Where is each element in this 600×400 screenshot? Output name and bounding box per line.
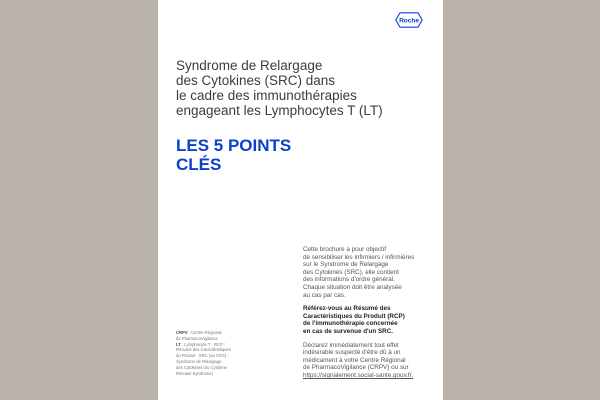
abbreviation-line: de PharmacoVigilance — [176, 335, 218, 341]
rcp-line: de l'immunothérapie concernée — [303, 320, 398, 328]
key-title-line: LES 5 POINTS — [176, 136, 292, 155]
headline-line: engageant les Lymphocytes T (LT) — [176, 103, 383, 118]
key-title-line: CLÉS — [176, 155, 222, 174]
intro-line: Cette brochure a pour objectif — [303, 246, 386, 253]
abbreviations-note — [176, 330, 266, 376]
headline-line: Syndrome de Relargage — [176, 58, 323, 73]
abbreviation-term: CRPV — [176, 330, 188, 335]
declare-line: Déclarez immédiatement tout effet — [303, 341, 399, 349]
intro-line: sur le Syndrome de Relargage — [303, 261, 389, 269]
roche-logo-text: Roche — [399, 17, 419, 25]
intro-line: de sensibiliser les infirmiers / infirmières — [303, 253, 415, 261]
brochure-page — [158, 0, 443, 400]
declare-line: médicament à votre Centre Régional — [303, 356, 406, 364]
abbreviation-definition: : Lymphocyte T · RCP : — [181, 341, 226, 347]
abbreviation-line: du Produit · SRC (ou CRS) : — [176, 353, 229, 359]
rcp-line: en cas de survenue d'un SRC. — [303, 327, 394, 335]
key-points-title — [176, 136, 291, 174]
abbreviation-line: Résumé des Caractéristiques — [176, 347, 231, 353]
intro-line: des informations d'ordre général. — [303, 276, 395, 284]
abbreviation-line: des Cytokines (ou Cytokine — [176, 364, 227, 370]
rcp-paragraph — [303, 305, 431, 335]
signalement-link[interactable]: https://signalement.social-sante.gouv.fr. — [303, 371, 414, 379]
headline-line: des Cytokines (SRC) dans — [176, 73, 336, 88]
declare-paragraph — [303, 342, 431, 380]
intro-paragraph — [303, 246, 431, 299]
roche-logo-icon — [395, 12, 423, 28]
abbreviation-definition: : Centre Régional — [188, 330, 222, 335]
declare-line: de PharmacoVigilance (CRPV) ou sur — [303, 364, 409, 372]
rcp-line: Caractéristiques du Produit (RCP) — [303, 312, 405, 320]
abbreviation-term: LT — [176, 341, 181, 347]
intro-line: au cas par cas. — [303, 291, 346, 299]
body-text — [303, 246, 431, 386]
intro-line: des Cytokines (SRC), elle contient — [303, 268, 399, 276]
abbreviation-line: Syndrome de Relargage — [176, 358, 222, 364]
document-headline — [176, 58, 416, 118]
headline-line: le cadre des immunothérapies — [176, 88, 357, 103]
intro-line: Chaque situation doit être analysée — [303, 283, 402, 291]
rcp-line: Référez-vous au Résumé des — [303, 305, 391, 313]
declare-line: indésirable suspecté d'être dû à un — [303, 349, 401, 357]
roche-logo — [395, 12, 423, 28]
abbreviation-line: Release Syndrome) — [176, 370, 214, 376]
